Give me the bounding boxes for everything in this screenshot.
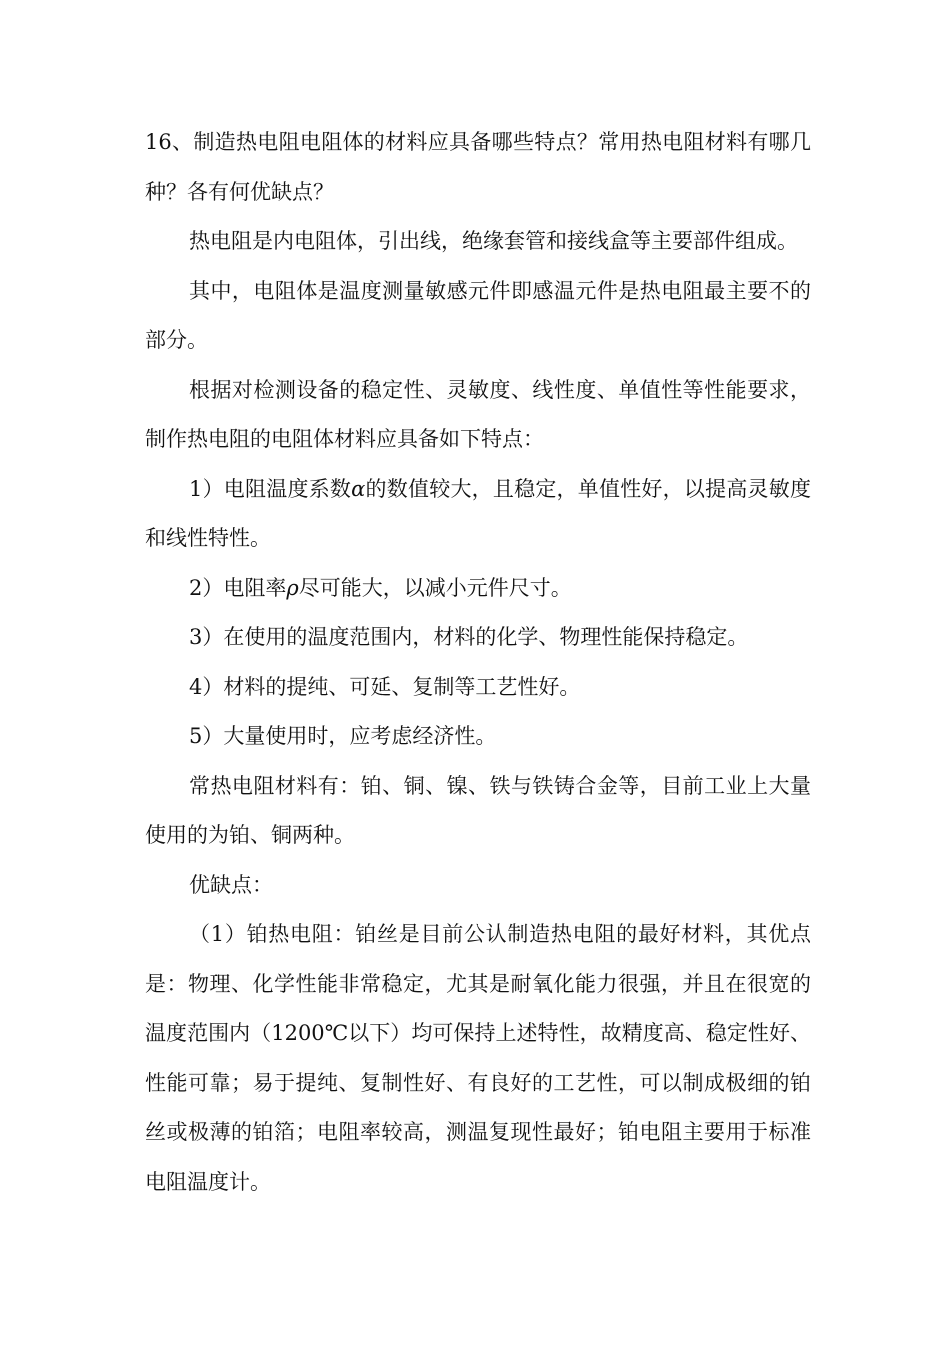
requirement-item-4: 4）材料的提纯、可延、复制等工艺性好。 <box>189 674 581 699</box>
requirement-item-2-after: 尽可能大，以减小元件尺寸。 <box>298 575 572 600</box>
requirement-item-3: 3）在使用的温度范围内，材料的化学、物理性能保持稳定。 <box>189 625 749 649</box>
intro-paragraph-2: 其中，电阻体是温度测量敏感元件即感温元件是热电阻最主要不的部分。 <box>145 278 811 352</box>
requirement-item-1-before: 1）电阻温度系数 <box>189 476 352 501</box>
requirements-paragraph: 根据对检测设备的稳定性、灵敏度、线性度、单值性等性能要求，制作热电阻的电阻体材料应具备如下特点： <box>145 377 811 451</box>
rho-symbol: ρ <box>286 575 299 600</box>
intro-paragraph-1: 热电阻是内电阻体，引出线，绝缘套管和接线盒等主要部件组成。 <box>189 229 798 253</box>
requirement-item-2 <box>145 564 811 614</box>
document-body <box>145 118 811 1207</box>
requirement-item-2-before: 2）电阻率 <box>189 575 287 600</box>
materials-paragraph: 常热电阻材料有：铂、铜、镍、铁与铁铸合金等，目前工业上大量使用的为铂、铜两种。 <box>145 773 811 847</box>
requirement-item-1-after: 的数值较大，且稳定，单值性好，以提高灵敏度和线性特性。 <box>145 476 811 550</box>
pros-cons-heading: 优缺点： <box>189 872 273 897</box>
platinum-paragraph: （1）铂热电阻：铂丝是目前公认制造热电阻的最好材料，其优点是：物理、化学性能非常稳定，尤其是耐氧化能力很强，并且在很宽的温度范围内（1200℃以下）均可保持上述特性，故精度高、稳定性好、性能可靠；易于提纯、复制性好、有良好的工艺性，可以制成极细的铂丝或极薄的铂箔；电阻率较高，测温复现性最好；铂电阻主要用于标准电阻温度计。 <box>145 922 811 1194</box>
requirement-item-1 <box>145 465 811 564</box>
question-heading: 16、制造热电阻电阻体的材料应具备哪些特点？常用热电阻材料有哪几种？各有何优缺点？ <box>145 130 811 204</box>
requirement-item-5: 5）大量使用时，应考虑经济性。 <box>189 724 497 748</box>
alpha-symbol: α <box>351 476 366 501</box>
